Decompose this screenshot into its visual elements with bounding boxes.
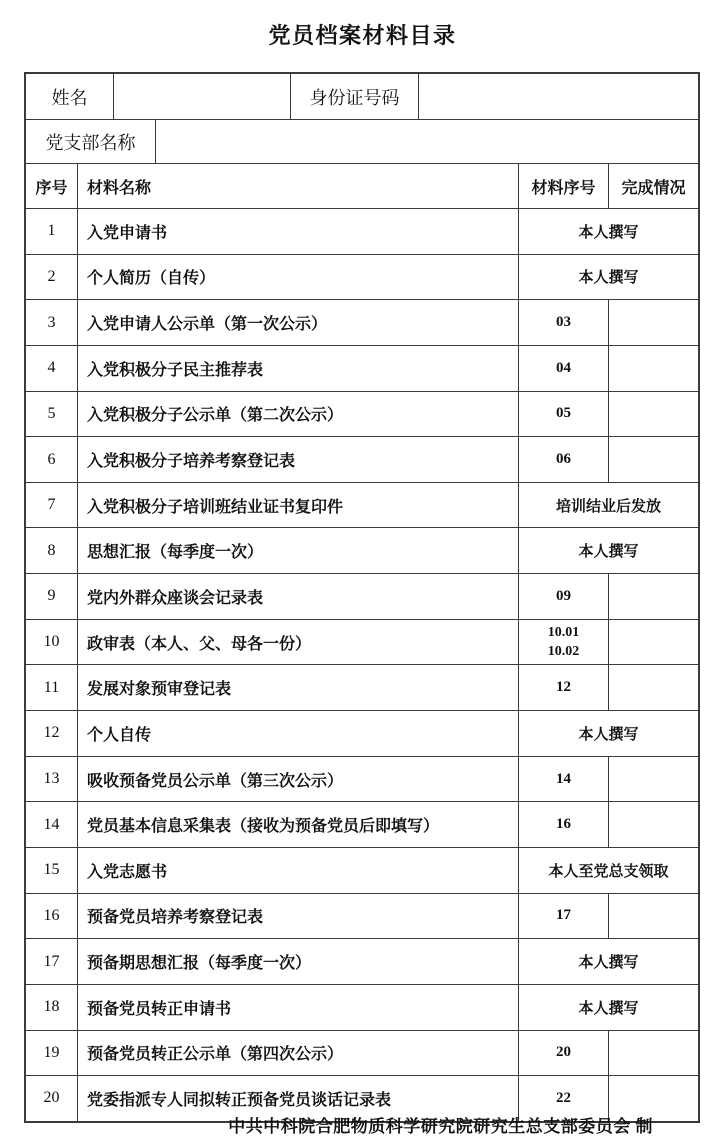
table-row <box>26 483 698 529</box>
row-number: 18 <box>26 985 78 1030</box>
table-row <box>26 528 698 574</box>
material-name: 预备期思想汇报（每季度一次） <box>78 939 519 984</box>
row-number: 6 <box>26 437 78 482</box>
material-name: 入党积极分子培养考察登记表 <box>78 437 519 482</box>
table-row <box>26 848 698 894</box>
table-header-row <box>26 164 698 209</box>
material-serial-merged: 本人至党总支领取 <box>548 863 669 880</box>
completion-status-cell <box>609 802 698 847</box>
completion-status-cell <box>609 346 698 391</box>
header-material-serial: 材料序号 <box>519 164 609 208</box>
row-number: 12 <box>26 711 78 756</box>
table-row <box>26 392 698 438</box>
material-serial: 16 <box>519 802 609 847</box>
table-row <box>26 757 698 803</box>
material-serial: 06 <box>519 437 609 482</box>
material-name: 预备党员培养考察登记表 <box>78 894 519 939</box>
material-serial: 17 <box>519 894 609 939</box>
row-number: 19 <box>26 1031 78 1076</box>
material-name: 党内外群众座谈会记录表 <box>78 574 519 619</box>
row-number: 20 <box>26 1076 78 1121</box>
material-serial-merged: 本人撰写 <box>578 955 639 972</box>
row-number: 16 <box>26 894 78 939</box>
header-completion: 完成情况 <box>621 179 686 197</box>
material-name: 发展对象预审登记表 <box>78 665 519 710</box>
row-number: 13 <box>26 757 78 802</box>
material-serial: 12 <box>519 665 609 710</box>
material-name: 入党积极分子民主推荐表 <box>78 346 519 391</box>
material-serial: 04 <box>519 346 609 391</box>
row-number: 9 <box>26 574 78 619</box>
row-number: 1 <box>26 209 78 254</box>
material-name: 预备党员转正公示单（第四次公示） <box>78 1031 519 1076</box>
material-name: 预备党员转正申请书 <box>78 985 519 1030</box>
branch-label: 党支部名称 <box>26 120 156 163</box>
material-serial-merged: 本人撰写 <box>578 1000 639 1017</box>
row-number: 5 <box>26 392 78 437</box>
header-material-name: 材料名称 <box>78 164 519 208</box>
branch-row <box>26 120 698 164</box>
material-serial-merged: 本人撰写 <box>578 224 639 241</box>
material-name: 个人简历（自传） <box>78 255 519 300</box>
material-serial-merged: 培训结业后发放 <box>555 498 661 515</box>
table-row <box>26 665 698 711</box>
id-number-value-cell <box>419 74 698 119</box>
material-serial: 09 <box>519 574 609 619</box>
row-number: 17 <box>26 939 78 984</box>
completion-status-cell <box>609 300 698 345</box>
completion-status-cell <box>609 894 698 939</box>
material-name: 思想汇报（每季度一次） <box>78 528 519 573</box>
row-number: 7 <box>26 483 78 528</box>
id-number-label: 身份证号码 <box>291 74 419 119</box>
material-name: 个人自传 <box>78 711 519 756</box>
material-serial <box>519 620 609 665</box>
material-serial: 14 <box>519 757 609 802</box>
row-number: 14 <box>26 802 78 847</box>
table-row <box>26 574 698 620</box>
table-row <box>26 620 698 666</box>
completion-status-cell <box>609 392 698 437</box>
table-row <box>26 894 698 940</box>
material-name: 入党申请人公示单（第一次公示） <box>78 300 519 345</box>
material-name: 党员基本信息采集表（接收为预备党员后即填写） <box>78 802 519 847</box>
material-name: 入党志愿书 <box>78 848 519 893</box>
serial-line: 10.02 <box>547 644 580 660</box>
material-name: 政审表（本人、父、母各一份） <box>78 620 519 665</box>
materials-table <box>24 72 700 1123</box>
branch-value-cell <box>156 120 698 163</box>
table-row <box>26 300 698 346</box>
completion-status-cell <box>609 1031 698 1076</box>
name-value-cell <box>114 74 291 119</box>
material-serial: 22 <box>519 1076 609 1121</box>
row-number: 8 <box>26 528 78 573</box>
material-name: 入党积极分子培训班结业证书复印件 <box>78 483 519 528</box>
material-serial: 03 <box>519 300 609 345</box>
material-name: 入党申请书 <box>78 209 519 254</box>
name-id-row <box>26 74 698 120</box>
row-number: 2 <box>26 255 78 300</box>
table-row <box>26 985 698 1031</box>
completion-status-cell <box>609 665 698 710</box>
material-serial-merged: 本人撰写 <box>578 270 639 287</box>
material-serial: 20 <box>519 1031 609 1076</box>
completion-status-cell <box>609 757 698 802</box>
name-label: 姓名 <box>26 74 114 119</box>
completion-status-cell <box>609 620 698 665</box>
table-row <box>26 346 698 392</box>
row-number: 4 <box>26 346 78 391</box>
material-serial: 05 <box>519 392 609 437</box>
serial-line: 10.01 <box>547 625 580 641</box>
page-title: 党员档案材料目录 <box>268 23 457 48</box>
table-row <box>26 437 698 483</box>
material-serial-merged: 本人撰写 <box>578 726 639 743</box>
material-name: 入党积极分子公示单（第二次公示） <box>78 392 519 437</box>
row-number: 3 <box>26 300 78 345</box>
issuer-line: 中共中科院合肥物质科学研究院研究生总支部委员会 制 <box>228 1117 653 1136</box>
material-serial-merged: 本人撰写 <box>578 544 639 561</box>
completion-status-cell <box>609 437 698 482</box>
row-number: 11 <box>26 665 78 710</box>
row-number: 10 <box>26 620 78 665</box>
table-row <box>26 1031 698 1077</box>
table-row <box>26 209 698 255</box>
table-row <box>26 711 698 757</box>
material-name: 党委指派专人同拟转正预备党员谈话记录表 <box>78 1076 519 1121</box>
material-name: 吸收预备党员公示单（第三次公示） <box>78 757 519 802</box>
table-row <box>26 939 698 985</box>
completion-status-cell <box>609 574 698 619</box>
table-row <box>26 255 698 301</box>
header-row-number: 序号 <box>26 164 78 208</box>
row-number: 15 <box>26 848 78 893</box>
table-row <box>26 802 698 848</box>
